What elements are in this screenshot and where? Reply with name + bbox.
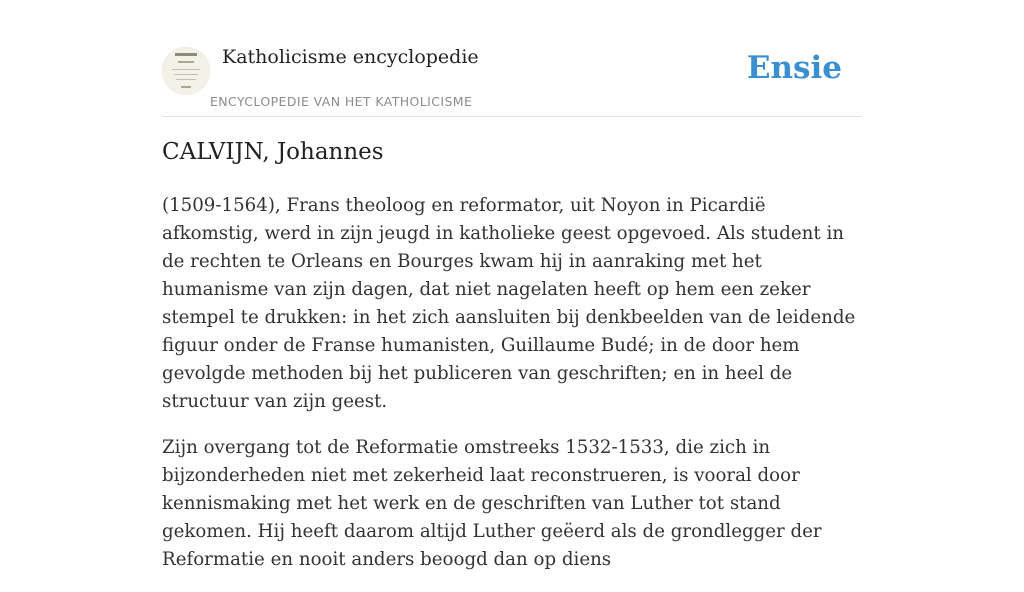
cover-decoration: [178, 61, 194, 63]
cover-decoration: [174, 74, 198, 75]
ensie-logo[interactable]: Ensie: [746, 50, 842, 86]
book-title-link[interactable]: Katholicisme encyclopedie: [222, 46, 479, 68]
book-subtitle: ENCYCLOPEDIE VAN HET KATHOLICISME: [210, 94, 473, 109]
article-paragraph: (1509-1564), Frans theoloog en reformator, uit Noyon in Picardië afkomstig, werd in zijn jeugd in katholieke geest opgevoed. Als student in de rechten te Orleans en Bourges kwam hij in aanraking met het humanisme van zijn dagen, dat niet nagelaten heeft op hem een zeker stempel te drukken: in het zich aansluiten bij denkbeelden van de leidende figuur onder de Franse humanisten, Guillaume Budé; in de door hem gevolgde methoden bij het publiceren van geschriften; en in heel de structuur van zijn geest.: [162, 195, 856, 412]
book-cover-thumbnail[interactable]: [162, 47, 210, 95]
cover-decoration: [172, 69, 200, 70]
site-header: [162, 40, 862, 117]
cover-decoration: [181, 86, 191, 88]
cover-decoration: [176, 79, 196, 80]
article-body: [162, 192, 866, 592]
cover-decoration: [175, 53, 197, 56]
article-paragraph: Zijn overgang tot de Reformatie omstreeks 1532-1533, die zich in bijzonderheden niet met zekerheid laat reconstrueren, is vooral door kennismaking met het werk en de geschriften van Luther tot stand gekomen. Hij heeft daarom altijd Luther geëerd als de grondlegger der Reformatie en nooit anders beoogd dan op diens: [162, 437, 822, 570]
article-title: CALVIJN, Johannes: [162, 139, 384, 165]
